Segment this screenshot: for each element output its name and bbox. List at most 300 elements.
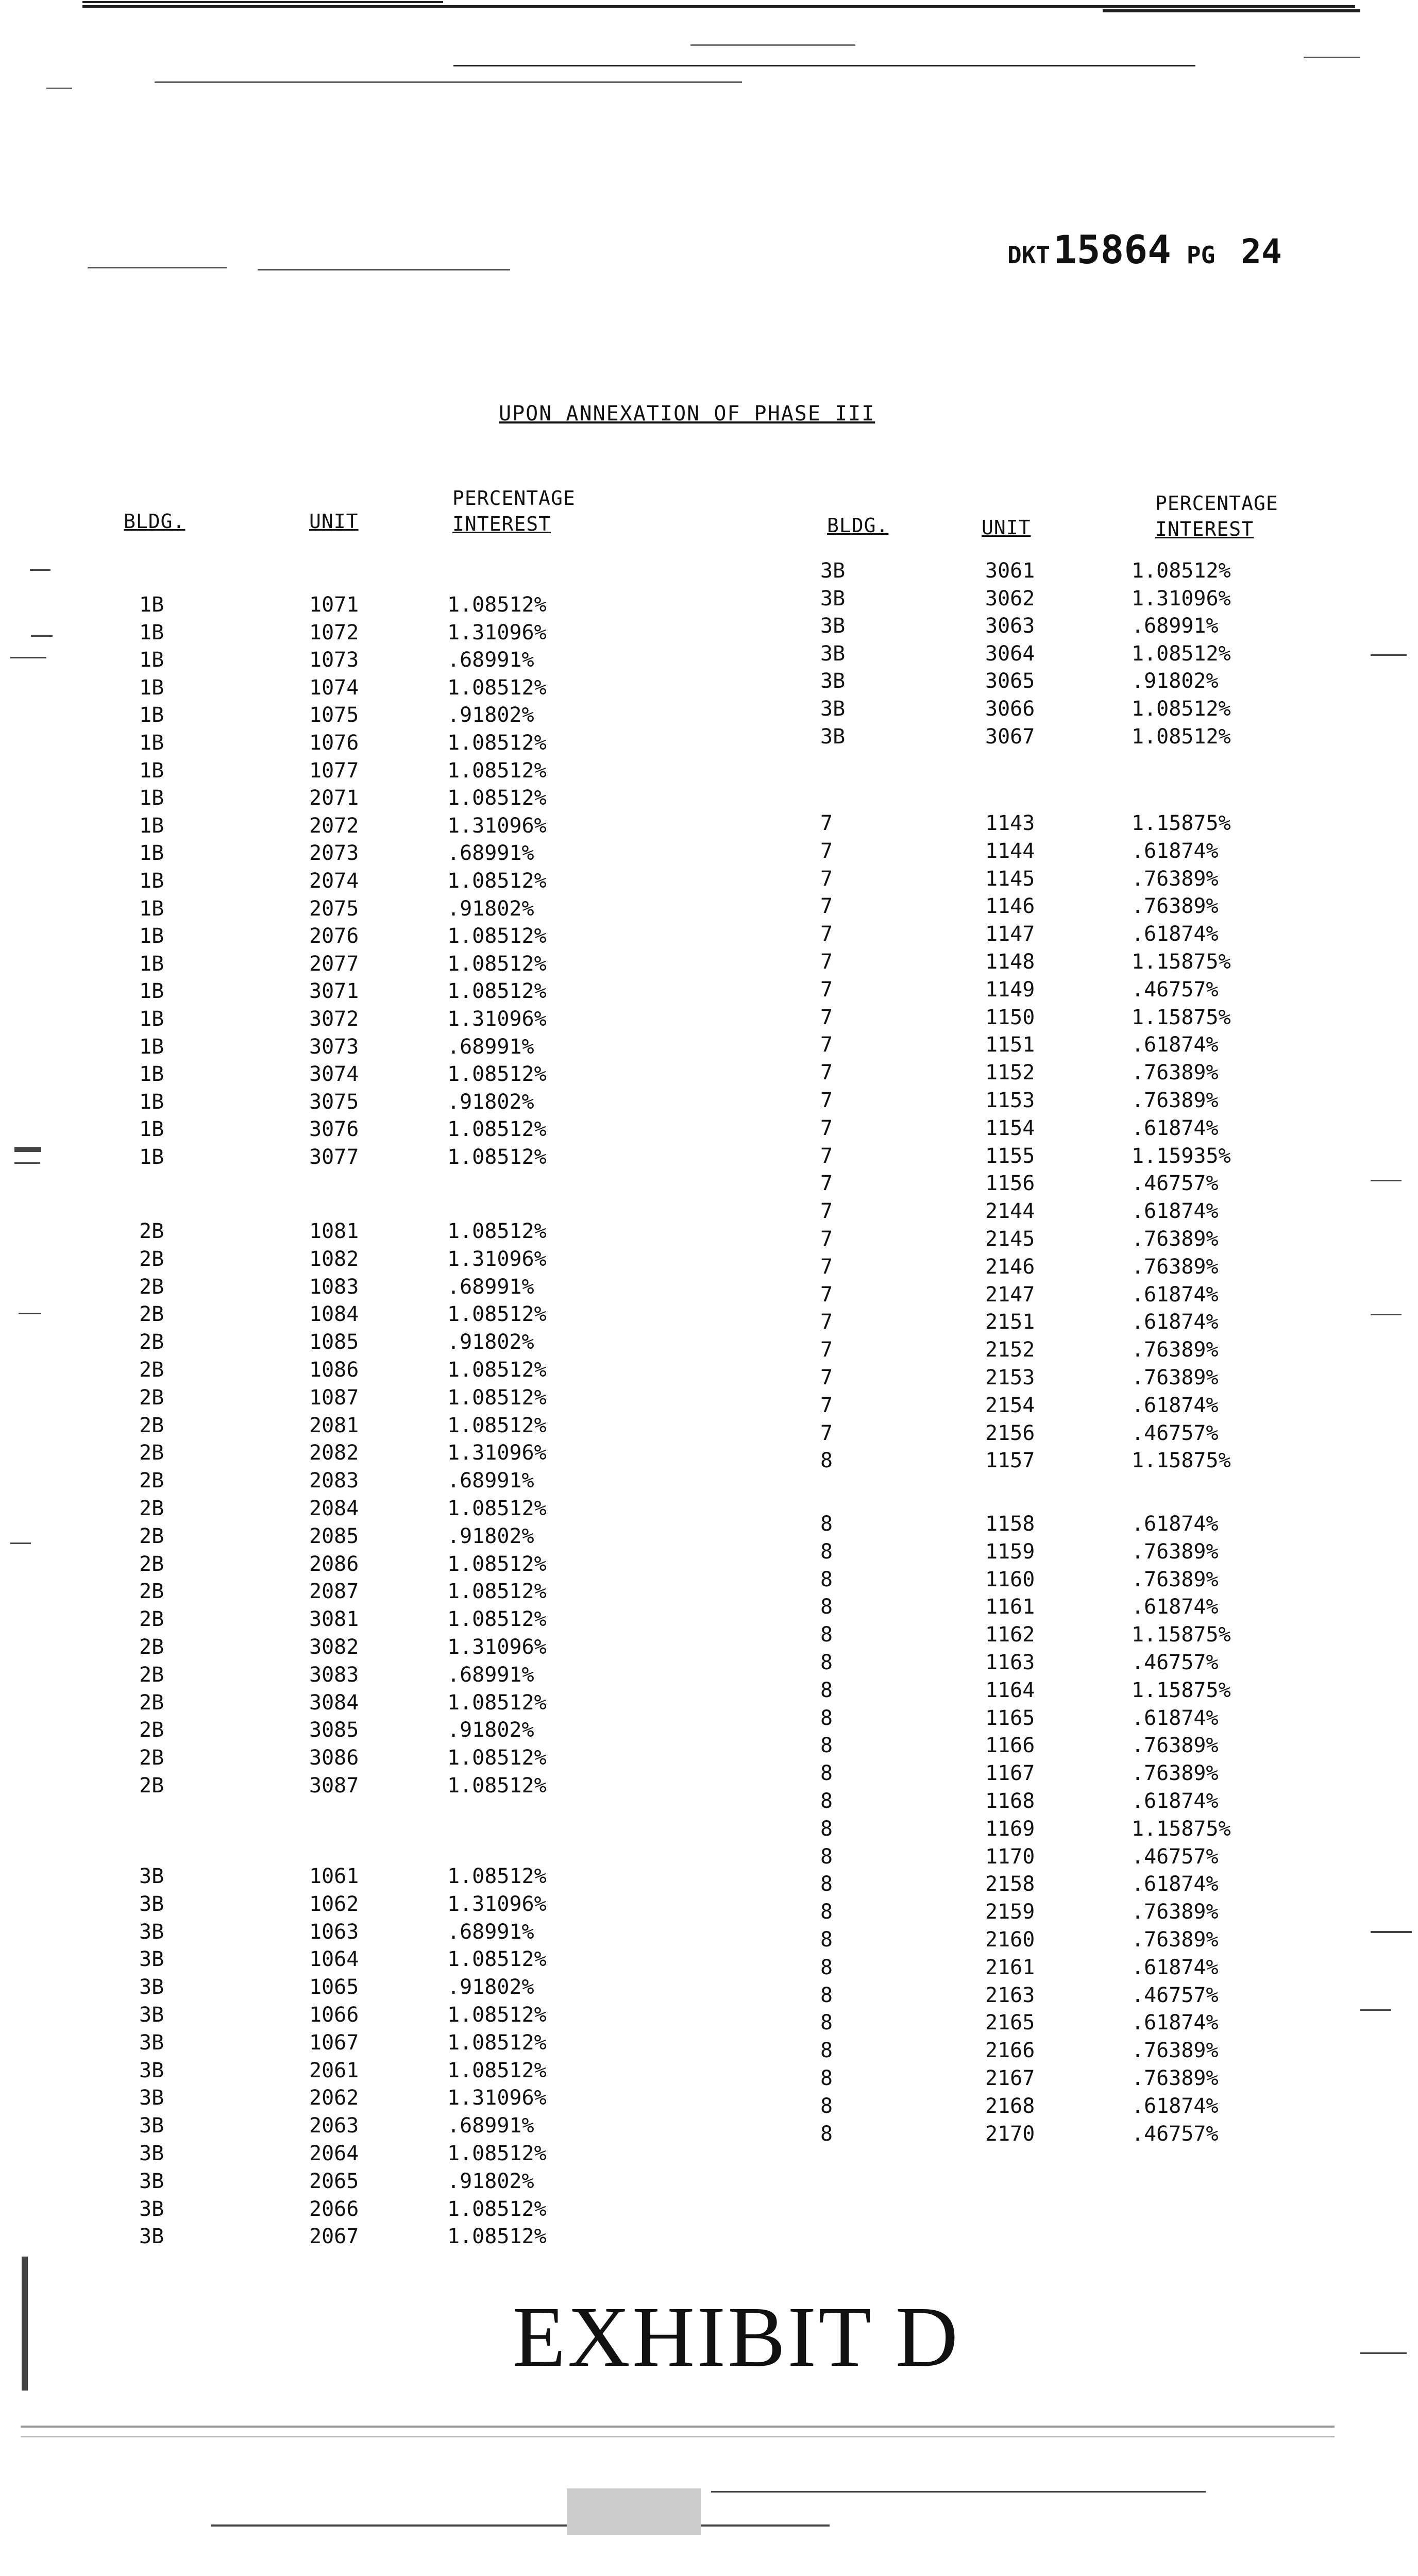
table-cell-bldg: 8 xyxy=(820,1761,833,1786)
table-cell-unit: 2170 xyxy=(985,2122,1035,2146)
table-cell-unit: 2087 xyxy=(309,1580,359,1604)
table-cell-bldg: 1B xyxy=(139,1007,164,1031)
table-cell-bldg: 2B xyxy=(139,1607,164,1632)
table-cell-bldg: 2B xyxy=(139,1552,164,1576)
margin-mark xyxy=(30,569,50,571)
table-cell-unit: 3061 xyxy=(985,559,1035,583)
table-cell-unit: 2075 xyxy=(309,896,359,921)
table-cell-pct: .91802% xyxy=(447,1718,534,1742)
table-cell-pct: 1.08512% xyxy=(447,1117,547,1142)
table-cell-pct: .68991% xyxy=(447,1035,534,1059)
table-cell-bldg: 8 xyxy=(820,1567,833,1591)
table-cell-pct: 1.31096% xyxy=(447,620,547,645)
table-cell-pct: 1.08512% xyxy=(447,1219,547,1243)
table-cell-unit: 3062 xyxy=(985,586,1035,611)
table-cell-unit: 1081 xyxy=(309,1219,359,1243)
table-cell-pct: .61874% xyxy=(1132,1595,1219,1619)
table-cell-pct: .91802% xyxy=(447,1975,534,1999)
table-cell-unit: 2145 xyxy=(985,1227,1035,1251)
table-cell-pct: .68991% xyxy=(447,1469,534,1493)
table-cell-bldg: 2B xyxy=(139,1690,164,1715)
right-header-unit: UNIT xyxy=(982,516,1031,539)
table-cell-unit: 1074 xyxy=(309,675,359,700)
margin-mark xyxy=(10,1543,31,1544)
table-cell-bldg: 3B xyxy=(139,2197,164,2221)
table-cell-unit: 1168 xyxy=(985,1789,1035,1813)
table-cell-bldg: 2B xyxy=(139,1497,164,1520)
table-cell-unit: 3085 xyxy=(309,1718,359,1742)
table-cell-bldg: 8 xyxy=(820,1678,833,1702)
table-cell-pct: 1.08512% xyxy=(447,1145,547,1169)
table-cell-pct: .61874% xyxy=(1132,1282,1219,1307)
table-cell-pct: 1.08512% xyxy=(447,675,547,700)
table-cell-bldg: 2B xyxy=(139,1219,164,1243)
table-cell-bldg: 1B xyxy=(139,620,164,645)
table-cell-pct: .76389% xyxy=(1132,894,1219,919)
table-cell-bldg: 8 xyxy=(820,2039,833,2063)
table-cell-bldg: 7 xyxy=(820,1061,833,1085)
table-cell-unit: 1062 xyxy=(309,1892,359,1916)
table-cell-bldg: 8 xyxy=(820,1595,833,1619)
table-cell-bldg: 1B xyxy=(139,675,164,700)
table-cell-bldg: 7 xyxy=(820,1310,833,1334)
table-cell-pct: 1.08512% xyxy=(447,1413,547,1437)
table-cell-unit: 1157 xyxy=(985,1449,1035,1473)
right-header-pct-1: PERCENTAGE xyxy=(1155,492,1278,515)
table-cell-bldg: 2B xyxy=(139,1718,164,1742)
table-cell-pct: .68991% xyxy=(447,2114,534,2138)
table-cell-bldg: 7 xyxy=(820,1393,833,1417)
table-cell-bldg: 7 xyxy=(820,950,833,974)
table-cell-unit: 1071 xyxy=(309,593,359,617)
margin-mark xyxy=(22,2257,28,2391)
margin-mark xyxy=(1371,1180,1402,1181)
top-long-line xyxy=(453,65,1195,66)
table-cell-bldg: 8 xyxy=(820,1844,833,1869)
table-cell-pct: 1.08512% xyxy=(1132,697,1231,721)
margin-mark xyxy=(1360,2009,1391,2011)
table-cell-unit: 1151 xyxy=(985,1033,1035,1057)
table-cell-unit: 1067 xyxy=(309,2030,359,2055)
table-cell-unit: 1146 xyxy=(985,894,1035,919)
table-cell-unit: 2074 xyxy=(309,869,359,893)
table-cell-pct: 1.31096% xyxy=(1132,586,1231,611)
table-cell-unit: 2144 xyxy=(985,1199,1035,1224)
table-cell-bldg: 2B xyxy=(139,1746,164,1770)
table-cell-unit: 1087 xyxy=(309,1385,359,1410)
table-cell-pct: 1.15875% xyxy=(1132,950,1231,974)
table-cell-pct: .61874% xyxy=(1132,1512,1219,1536)
table-cell-pct: .76389% xyxy=(1132,2066,1219,2090)
margin-mark xyxy=(14,1147,41,1152)
table-cell-pct: 1.08512% xyxy=(447,731,547,755)
table-cell-pct: .46757% xyxy=(1132,1983,1219,2007)
table-cell-pct: .68991% xyxy=(447,1920,534,1944)
table-cell-pct: 1.08512% xyxy=(447,1552,547,1576)
table-cell-unit: 3066 xyxy=(985,697,1035,721)
table-cell-unit: 2153 xyxy=(985,1366,1035,1389)
table-cell-unit: 2151 xyxy=(985,1310,1035,1334)
table-cell-unit: 1154 xyxy=(985,1116,1035,1140)
table-cell-unit: 1158 xyxy=(985,1512,1035,1536)
table-cell-pct: 1.08512% xyxy=(447,2225,547,2249)
table-cell-unit: 1086 xyxy=(309,1358,359,1382)
table-cell-unit: 1162 xyxy=(985,1623,1035,1647)
top-left-dash xyxy=(46,88,72,89)
table-cell-bldg: 3B xyxy=(139,2058,164,2082)
table-cell-bldg: 7 xyxy=(820,1116,833,1140)
table-cell-bldg: 8 xyxy=(820,1512,833,1536)
table-cell-pct: 1.31096% xyxy=(447,814,547,838)
table-cell-pct: .76389% xyxy=(1132,867,1219,891)
table-cell-pct: .68991% xyxy=(447,648,534,672)
bottom-scan-band-2 xyxy=(21,2436,1335,2437)
table-cell-unit: 1159 xyxy=(985,1539,1035,1564)
table-cell-pct: .61874% xyxy=(1132,1955,1219,1979)
table-cell-unit: 2065 xyxy=(309,2169,359,2193)
table-cell-pct: 1.15875% xyxy=(1132,811,1231,835)
bottom-smudge xyxy=(567,2488,701,2535)
table-cell-bldg: 3B xyxy=(820,614,846,638)
table-cell-pct: .91802% xyxy=(447,1524,534,1548)
table-cell-bldg: 2B xyxy=(139,1469,164,1493)
table-cell-bldg: 7 xyxy=(820,1172,833,1196)
table-cell-bldg: 2B xyxy=(139,1774,164,1798)
table-cell-bldg: 1B xyxy=(139,841,164,866)
table-cell-pct: .46757% xyxy=(1132,1172,1219,1196)
table-cell-unit: 1066 xyxy=(309,2003,359,2027)
table-cell-unit: 1077 xyxy=(309,758,359,783)
margin-mark xyxy=(19,1313,41,1314)
table-cell-unit: 2161 xyxy=(985,1955,1035,1979)
table-cell-unit: 3087 xyxy=(309,1774,359,1798)
table-cell-unit: 2082 xyxy=(309,1441,359,1465)
left-header-pct-1: PERCENTAGE xyxy=(452,487,576,510)
table-cell-bldg: 1B xyxy=(139,731,164,755)
table-cell-pct: .76389% xyxy=(1132,2039,1219,2063)
table-cell-pct: 1.31096% xyxy=(447,1635,547,1659)
top-right-dash xyxy=(1304,57,1360,58)
table-cell-bldg: 1B xyxy=(139,593,164,617)
table-cell-pct: .76389% xyxy=(1132,1539,1219,1564)
table-cell-pct: 1.08512% xyxy=(447,1062,547,1087)
table-cell-pct: 1.31096% xyxy=(447,1247,547,1271)
table-cell-unit: 2077 xyxy=(309,952,359,976)
table-cell-unit: 1073 xyxy=(309,648,359,672)
bottom-scan-band xyxy=(21,2426,1335,2428)
table-cell-unit: 1160 xyxy=(985,1567,1035,1591)
table-cell-bldg: 1B xyxy=(139,1062,164,1087)
docket-pg-label: PG xyxy=(1186,241,1216,269)
table-cell-pct: 1.08512% xyxy=(447,1358,547,1382)
table-cell-unit: 2081 xyxy=(309,1413,359,1437)
table-cell-unit: 1153 xyxy=(985,1089,1035,1112)
table-cell-unit: 2154 xyxy=(985,1393,1035,1417)
table-cell-bldg: 8 xyxy=(820,1623,833,1647)
table-cell-unit: 1075 xyxy=(309,703,359,727)
table-cell-unit: 3065 xyxy=(985,669,1035,693)
table-cell-pct: 1.08512% xyxy=(447,593,547,617)
table-cell-unit: 3071 xyxy=(309,979,359,1004)
right-header-bldg: BLDG. xyxy=(827,514,889,537)
table-cell-unit: 3084 xyxy=(309,1690,359,1715)
table-cell-pct: 1.08512% xyxy=(447,952,547,976)
table-cell-unit: 2152 xyxy=(985,1338,1035,1362)
table-cell-bldg: 1B xyxy=(139,979,164,1004)
table-cell-bldg: 1B xyxy=(139,814,164,838)
table-cell-unit: 3063 xyxy=(985,614,1035,638)
table-cell-unit: 1156 xyxy=(985,1172,1035,1196)
table-cell-bldg: 3B xyxy=(820,669,846,693)
table-cell-pct: 1.08512% xyxy=(447,1746,547,1770)
table-cell-bldg: 8 xyxy=(820,1900,833,1924)
table-cell-unit: 2156 xyxy=(985,1421,1035,1445)
table-cell-unit: 1170 xyxy=(985,1844,1035,1869)
table-cell-bldg: 1B xyxy=(139,648,164,672)
table-cell-pct: .68991% xyxy=(447,1663,534,1687)
table-cell-bldg: 1B xyxy=(139,703,164,727)
table-cell-pct: .91802% xyxy=(447,896,534,921)
table-cell-bldg: 3B xyxy=(139,1865,164,1888)
table-cell-unit: 1152 xyxy=(985,1061,1035,1085)
table-cell-bldg: 1B xyxy=(139,952,164,976)
table-cell-pct: .61874% xyxy=(1132,2011,1219,2035)
margin-mark xyxy=(31,635,53,637)
table-cell-bldg: 7 xyxy=(820,1282,833,1307)
table-cell-pct: .46757% xyxy=(1132,1421,1219,1445)
table-cell-pct: .91802% xyxy=(447,1330,534,1354)
table-cell-unit: 2072 xyxy=(309,814,359,838)
table-cell-bldg: 7 xyxy=(820,811,833,835)
docket-prefix: DKT xyxy=(1007,241,1051,269)
table-cell-pct: .46757% xyxy=(1132,2122,1219,2146)
table-cell-unit: 3075 xyxy=(309,1090,359,1114)
table-cell-bldg: 1B xyxy=(139,896,164,921)
table-cell-pct: .46757% xyxy=(1132,1844,1219,1869)
top-faint-line xyxy=(690,44,855,46)
table-cell-bldg: 2B xyxy=(139,1441,164,1465)
table-cell-bldg: 7 xyxy=(820,922,833,946)
table-cell-bldg: 1B xyxy=(139,1035,164,1059)
table-cell-unit: 1161 xyxy=(985,1595,1035,1619)
table-cell-bldg: 8 xyxy=(820,1928,833,1952)
table-cell-pct: .61874% xyxy=(1132,839,1219,863)
table-cell-pct: .76389% xyxy=(1132,1734,1219,1758)
table-cell-unit: 2084 xyxy=(309,1497,359,1520)
table-cell-pct: 1.08512% xyxy=(447,1774,547,1798)
document-title: UPON ANNEXATION OF PHASE III xyxy=(499,402,875,426)
table-cell-bldg: 7 xyxy=(820,1089,833,1112)
table-cell-unit: 2073 xyxy=(309,841,359,866)
table-cell-pct: 1.08512% xyxy=(447,1385,547,1410)
table-cell-pct: .61874% xyxy=(1132,1199,1219,1224)
table-cell-bldg: 7 xyxy=(820,1199,833,1224)
table-cell-bldg: 8 xyxy=(820,2094,833,2118)
table-cell-pct: .91802% xyxy=(447,2169,534,2193)
table-cell-bldg: 3B xyxy=(139,2225,164,2249)
table-cell-pct: .91802% xyxy=(447,1090,534,1114)
table-cell-bldg: 8 xyxy=(820,2011,833,2035)
table-cell-pct: .76389% xyxy=(1132,1567,1219,1591)
table-cell-bldg: 3B xyxy=(139,2142,164,2165)
table-cell-unit: 1061 xyxy=(309,1865,359,1888)
table-cell-unit: 2158 xyxy=(985,1872,1035,1896)
table-cell-unit: 1144 xyxy=(985,839,1035,863)
table-cell-unit: 1084 xyxy=(309,1302,359,1327)
table-cell-unit: 2076 xyxy=(309,924,359,948)
margin-mark xyxy=(1371,1314,1402,1315)
table-cell-bldg: 1B xyxy=(139,869,164,893)
table-cell-bldg: 2B xyxy=(139,1247,164,1271)
docket-reference xyxy=(1007,227,1282,273)
table-cell-pct: .76389% xyxy=(1132,1089,1219,1112)
table-cell-unit: 3073 xyxy=(309,1035,359,1059)
table-cell-pct: .76389% xyxy=(1132,1255,1219,1279)
bottom-rule xyxy=(211,2524,830,2527)
table-cell-bldg: 3B xyxy=(820,559,846,583)
table-cell-unit: 1076 xyxy=(309,731,359,755)
table-cell-pct: 1.08512% xyxy=(447,2197,547,2221)
table-cell-bldg: 1B xyxy=(139,924,164,948)
table-cell-pct: 1.08512% xyxy=(447,2058,547,2082)
table-cell-unit: 1083 xyxy=(309,1275,359,1299)
table-cell-unit: 1063 xyxy=(309,1920,359,1944)
table-cell-unit: 1167 xyxy=(985,1761,1035,1786)
table-cell-bldg: 2B xyxy=(139,1413,164,1437)
table-cell-pct: .76389% xyxy=(1132,1928,1219,1952)
table-cell-pct: 1.08512% xyxy=(1132,559,1231,583)
table-cell-bldg: 8 xyxy=(820,1734,833,1758)
left-header-unit: UNIT xyxy=(309,510,359,533)
ref-left-dash xyxy=(88,267,227,268)
left-header-pct-2: INTEREST xyxy=(452,513,551,535)
table-cell-pct: .61874% xyxy=(1132,1872,1219,1896)
table-cell-pct: 1.15875% xyxy=(1132,1449,1231,1473)
table-cell-bldg: 3B xyxy=(139,1892,164,1916)
table-cell-bldg: 3B xyxy=(820,641,846,666)
table-cell-unit: 2071 xyxy=(309,786,359,810)
table-cell-pct: 1.08512% xyxy=(447,924,547,948)
table-cell-unit: 2063 xyxy=(309,2114,359,2138)
table-cell-bldg: 8 xyxy=(820,1817,833,1841)
table-cell-bldg: 3B xyxy=(139,2169,164,2193)
table-cell-bldg: 1B xyxy=(139,758,164,783)
table-cell-bldg: 3B xyxy=(820,724,846,749)
table-cell-pct: 1.08512% xyxy=(447,2003,547,2027)
table-cell-unit: 1149 xyxy=(985,977,1035,1002)
table-cell-unit: 1143 xyxy=(985,811,1035,835)
table-cell-pct: 1.08512% xyxy=(447,786,547,810)
table-cell-bldg: 7 xyxy=(820,1033,833,1057)
table-cell-bldg: 8 xyxy=(820,1539,833,1564)
table-cell-pct: .61874% xyxy=(1132,1789,1219,1813)
table-cell-unit: 2064 xyxy=(309,2142,359,2165)
table-cell-bldg: 1B xyxy=(139,786,164,810)
table-cell-pct: .76389% xyxy=(1132,1061,1219,1085)
table-cell-pct: 1.08512% xyxy=(447,2030,547,2055)
table-cell-pct: 1.08512% xyxy=(447,1497,547,1520)
table-cell-pct: 1.15875% xyxy=(1132,1623,1231,1647)
table-cell-pct: 1.08512% xyxy=(447,2142,547,2165)
table-cell-unit: 1145 xyxy=(985,867,1035,891)
top-medium-line xyxy=(155,81,742,83)
table-cell-pct: 1.08512% xyxy=(447,869,547,893)
table-cell-pct: .76389% xyxy=(1132,1761,1219,1786)
table-cell-unit: 3082 xyxy=(309,1635,359,1659)
table-cell-unit: 3072 xyxy=(309,1007,359,1031)
table-cell-bldg: 3B xyxy=(139,2030,164,2055)
table-cell-pct: .76389% xyxy=(1132,1366,1219,1389)
bottom-rule-right xyxy=(711,2491,1206,2493)
ref-left-dash-2 xyxy=(258,269,510,270)
table-cell-unit: 3074 xyxy=(309,1062,359,1087)
table-cell-pct: .68991% xyxy=(447,1275,534,1299)
margin-mark xyxy=(1360,2352,1407,2354)
margin-mark xyxy=(14,1162,40,1164)
table-cell-pct: 1.31096% xyxy=(447,2086,547,2110)
exhibit-label: EXHIBIT D xyxy=(513,2289,960,2385)
margin-mark xyxy=(1371,1931,1412,1933)
table-cell-pct: .61874% xyxy=(1132,1393,1219,1417)
table-cell-bldg: 7 xyxy=(820,1421,833,1445)
table-cell-unit: 1148 xyxy=(985,950,1035,974)
table-cell-pct: 1.15875% xyxy=(1132,1678,1231,1702)
table-cell-bldg: 7 xyxy=(820,1366,833,1389)
table-cell-bldg: 8 xyxy=(820,2122,833,2146)
table-cell-pct: 1.31096% xyxy=(447,1441,547,1465)
top-scan-line xyxy=(82,5,1355,8)
table-cell-pct: .68991% xyxy=(447,841,534,866)
table-cell-bldg: 1B xyxy=(139,1090,164,1114)
table-cell-unit: 1064 xyxy=(309,1947,359,1972)
table-cell-unit: 1065 xyxy=(309,1975,359,1999)
table-cell-bldg: 8 xyxy=(820,1872,833,1896)
table-cell-bldg: 3B xyxy=(820,697,846,721)
table-cell-pct: 1.08512% xyxy=(447,1302,547,1327)
table-cell-unit: 1072 xyxy=(309,620,359,645)
table-cell-unit: 2086 xyxy=(309,1552,359,1576)
table-cell-unit: 2160 xyxy=(985,1928,1035,1952)
table-cell-unit: 1165 xyxy=(985,1706,1035,1730)
table-cell-bldg: 8 xyxy=(820,1651,833,1674)
table-cell-bldg: 8 xyxy=(820,2066,833,2090)
table-cell-unit: 2159 xyxy=(985,1900,1035,1924)
table-cell-unit: 2061 xyxy=(309,2058,359,2082)
table-cell-bldg: 7 xyxy=(820,1144,833,1168)
table-cell-pct: .61874% xyxy=(1132,1310,1219,1334)
table-cell-pct: 1.08512% xyxy=(447,979,547,1004)
table-cell-pct: .61874% xyxy=(1132,922,1219,946)
table-cell-unit: 1150 xyxy=(985,1005,1035,1029)
table-cell-pct: .76389% xyxy=(1132,1900,1219,1924)
table-cell-bldg: 2B xyxy=(139,1580,164,1604)
table-cell-unit: 2167 xyxy=(985,2066,1035,2090)
table-cell-bldg: 7 xyxy=(820,977,833,1002)
table-cell-bldg: 7 xyxy=(820,839,833,863)
table-cell-pct: 1.08512% xyxy=(447,1607,547,1632)
table-cell-bldg: 8 xyxy=(820,1449,833,1473)
top-scan-line-3 xyxy=(1103,9,1360,12)
table-cell-pct: 1.31096% xyxy=(447,1892,547,1916)
table-cell-bldg: 2B xyxy=(139,1635,164,1659)
table-cell-bldg: 1B xyxy=(139,1145,164,1169)
table-cell-bldg: 8 xyxy=(820,1789,833,1813)
table-cell-pct: 1.08512% xyxy=(447,1690,547,1715)
table-cell-unit: 2085 xyxy=(309,1524,359,1548)
table-cell-bldg: 3B xyxy=(139,2003,164,2027)
table-cell-unit: 2083 xyxy=(309,1469,359,1493)
table-cell-bldg: 1B xyxy=(139,1117,164,1142)
